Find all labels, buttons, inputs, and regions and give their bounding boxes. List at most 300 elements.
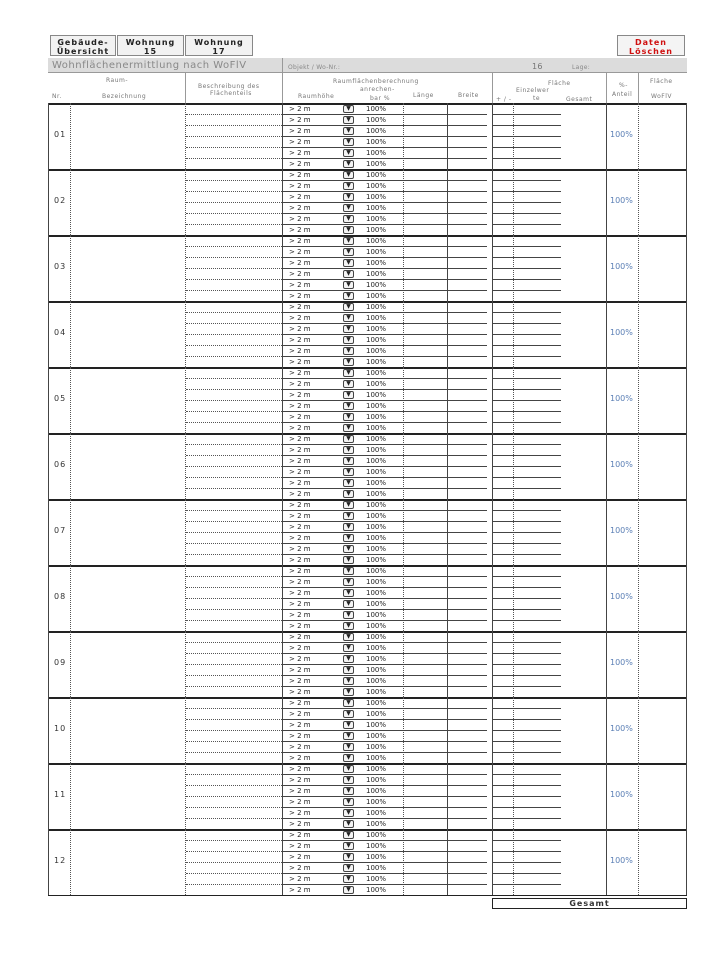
- anrechenbar-value: 100%: [366, 358, 387, 366]
- chevron-down-icon[interactable]: ▼: [343, 567, 354, 575]
- anrechenbar-value: 100%: [366, 413, 387, 421]
- raumhoehe-select[interactable]: > 2 m: [289, 325, 311, 333]
- raumhoehe-select[interactable]: > 2 m: [289, 820, 311, 828]
- chevron-down-icon[interactable]: ▼: [343, 138, 354, 146]
- chevron-down-icon[interactable]: ▼: [343, 809, 354, 817]
- chevron-down-icon[interactable]: ▼: [343, 787, 354, 795]
- anrechenbar-value: 100%: [366, 468, 387, 476]
- col-flaeche: Fläche: [548, 80, 571, 87]
- chevron-down-icon[interactable]: ▼: [343, 424, 354, 432]
- raumhoehe-select[interactable]: > 2 m: [289, 567, 311, 575]
- area-row: [48, 126, 687, 137]
- raumhoehe-select[interactable]: > 2 m: [289, 512, 311, 520]
- anrechenbar-value: 100%: [366, 699, 387, 707]
- chevron-down-icon[interactable]: ▼: [343, 149, 354, 157]
- anrechenbar-value: 100%: [366, 776, 387, 784]
- room-block: [48, 763, 687, 829]
- raumhoehe-select[interactable]: > 2 m: [289, 116, 311, 124]
- raumhoehe-select[interactable]: > 2 m: [289, 281, 311, 289]
- raumhoehe-select[interactable]: > 2 m: [289, 776, 311, 784]
- room-number: 11: [54, 790, 67, 799]
- chevron-down-icon[interactable]: ▼: [343, 347, 354, 355]
- anrechenbar-value: 100%: [366, 512, 387, 520]
- chevron-down-icon[interactable]: ▼: [343, 325, 354, 333]
- raumhoehe-select[interactable]: > 2 m: [289, 369, 311, 377]
- chevron-down-icon[interactable]: ▼: [343, 600, 354, 608]
- chevron-down-icon[interactable]: ▼: [343, 765, 354, 773]
- chevron-down-icon[interactable]: ▼: [343, 105, 354, 113]
- raumhoehe-select[interactable]: > 2 m: [289, 490, 311, 498]
- anrechenbar-value: 100%: [366, 655, 387, 663]
- raumhoehe-select[interactable]: > 2 m: [289, 787, 311, 795]
- area-row: [48, 412, 687, 423]
- wohnung-17-button[interactable]: [185, 35, 253, 56]
- anrechenbar-value: 100%: [366, 149, 387, 157]
- chevron-down-icon[interactable]: ▼: [343, 611, 354, 619]
- chevron-down-icon[interactable]: ▼: [343, 116, 354, 124]
- raumhoehe-select[interactable]: > 2 m: [289, 380, 311, 388]
- anrechenbar-value: 100%: [366, 226, 387, 234]
- raumhoehe-select[interactable]: > 2 m: [289, 204, 311, 212]
- col-woflv-bottom: WoFlV: [651, 93, 672, 100]
- chevron-down-icon[interactable]: ▼: [343, 578, 354, 586]
- raumhoehe-select[interactable]: > 2 m: [289, 622, 311, 630]
- chevron-down-icon[interactable]: ▼: [343, 182, 354, 190]
- anrechenbar-value: 100%: [366, 798, 387, 806]
- anrechenbar-value: 100%: [366, 479, 387, 487]
- raumhoehe-select[interactable]: > 2 m: [289, 413, 311, 421]
- chevron-down-icon[interactable]: ▼: [343, 644, 354, 652]
- chevron-down-icon[interactable]: ▼: [343, 688, 354, 696]
- anteil-value: 100%: [610, 658, 633, 667]
- area-row: [48, 467, 687, 478]
- anrechenbar-value: 100%: [366, 490, 387, 498]
- anrechenbar-value: 100%: [366, 886, 387, 894]
- area-row: [48, 269, 687, 280]
- chevron-down-icon[interactable]: ▼: [343, 457, 354, 465]
- raumhoehe-select[interactable]: > 2 m: [289, 644, 311, 652]
- chevron-down-icon[interactable]: ▼: [343, 721, 354, 729]
- area-row: [48, 511, 687, 522]
- raumhoehe-select[interactable]: > 2 m: [289, 798, 311, 806]
- area-row: [48, 335, 687, 346]
- room-number: 09: [54, 658, 67, 667]
- chevron-down-icon[interactable]: ▼: [343, 842, 354, 850]
- raumhoehe-select[interactable]: > 2 m: [289, 677, 311, 685]
- chevron-down-icon[interactable]: ▼: [343, 732, 354, 740]
- anrechenbar-value: 100%: [366, 138, 387, 146]
- anrechenbar-value: 100%: [366, 633, 387, 641]
- raumhoehe-select[interactable]: > 2 m: [289, 611, 311, 619]
- area-row: [48, 522, 687, 533]
- chevron-down-icon[interactable]: ▼: [343, 633, 354, 641]
- anrechenbar-value: 100%: [366, 171, 387, 179]
- chevron-down-icon[interactable]: ▼: [343, 556, 354, 564]
- room-number: 02: [54, 196, 67, 205]
- chevron-down-icon[interactable]: ▼: [343, 215, 354, 223]
- raumhoehe-select[interactable]: > 2 m: [289, 226, 311, 234]
- area-row: [48, 830, 687, 841]
- room-block: [48, 631, 687, 697]
- anrechenbar-value: 100%: [366, 523, 387, 531]
- anrechenbar-value: 100%: [366, 248, 387, 256]
- raumhoehe-select[interactable]: > 2 m: [289, 303, 311, 311]
- raumhoehe-select[interactable]: > 2 m: [289, 853, 311, 861]
- area-row: [48, 588, 687, 599]
- anrechenbar-value: 100%: [366, 666, 387, 674]
- raumhoehe-select[interactable]: > 2 m: [289, 457, 311, 465]
- anrechenbar-value: 100%: [366, 435, 387, 443]
- anrechenbar-value: 100%: [366, 743, 387, 751]
- col-breite: Breite: [458, 92, 479, 99]
- raumhoehe-select[interactable]: > 2 m: [289, 336, 311, 344]
- col-raumhoehe: Raumhöhe: [298, 93, 335, 100]
- chevron-down-icon[interactable]: ▼: [343, 479, 354, 487]
- col-plusminus: + / -: [496, 96, 512, 103]
- area-row: [48, 863, 687, 874]
- chevron-down-icon[interactable]: ▼: [343, 875, 354, 883]
- area-row: [48, 665, 687, 676]
- chevron-down-icon[interactable]: ▼: [343, 655, 354, 663]
- room-number: 07: [54, 526, 67, 535]
- raumhoehe-select[interactable]: > 2 m: [289, 402, 311, 410]
- anteil-value: 100%: [610, 394, 633, 403]
- raumhoehe-select[interactable]: > 2 m: [289, 600, 311, 608]
- chevron-down-icon[interactable]: ▼: [343, 523, 354, 531]
- chevron-down-icon[interactable]: ▼: [343, 776, 354, 784]
- raumhoehe-select[interactable]: > 2 m: [289, 479, 311, 487]
- anrechenbar-value: 100%: [366, 116, 387, 124]
- raumhoehe-select[interactable]: > 2 m: [289, 633, 311, 641]
- anrechenbar-value: 100%: [366, 853, 387, 861]
- raumhoehe-select[interactable]: > 2 m: [289, 215, 311, 223]
- anrechenbar-value: 100%: [366, 864, 387, 872]
- area-row: [48, 775, 687, 786]
- col-einzelwerte-bottom: te: [533, 95, 541, 102]
- chevron-down-icon[interactable]: ▼: [343, 435, 354, 443]
- chevron-down-icon[interactable]: ▼: [343, 248, 354, 256]
- raumhoehe-select[interactable]: > 2 m: [289, 127, 311, 135]
- anteil-value: 100%: [610, 526, 633, 535]
- wohnung-15-label-2: 15: [143, 47, 158, 56]
- chevron-down-icon[interactable]: ▼: [343, 380, 354, 388]
- raumhoehe-select[interactable]: > 2 m: [289, 292, 311, 300]
- area-row: [48, 456, 687, 467]
- col-einzelwerte-top: Einzelwer: [516, 87, 550, 94]
- area-row: [48, 390, 687, 401]
- chevron-down-icon[interactable]: ▼: [343, 666, 354, 674]
- wohnung-15-label-1: Wohnung: [125, 38, 176, 47]
- chevron-down-icon[interactable]: ▼: [343, 336, 354, 344]
- area-row: [48, 379, 687, 390]
- chevron-down-icon[interactable]: ▼: [343, 127, 354, 135]
- chevron-down-icon[interactable]: ▼: [343, 534, 354, 542]
- col-anrechenbar-bottom: bar %: [370, 95, 391, 102]
- daten-loeschen-label-2: Löschen: [629, 47, 673, 56]
- chevron-down-icon[interactable]: ▼: [343, 259, 354, 267]
- chevron-down-icon[interactable]: ▼: [343, 314, 354, 322]
- anrechenbar-value: 100%: [366, 193, 387, 201]
- chevron-down-icon[interactable]: ▼: [343, 754, 354, 762]
- room-number: 10: [54, 724, 67, 733]
- anrechenbar-value: 100%: [366, 677, 387, 685]
- chevron-down-icon[interactable]: ▼: [343, 512, 354, 520]
- anrechenbar-value: 100%: [366, 336, 387, 344]
- room-number: 05: [54, 394, 67, 403]
- anteil-value: 100%: [610, 328, 633, 337]
- area-row: [48, 104, 687, 115]
- chevron-down-icon[interactable]: ▼: [343, 743, 354, 751]
- anteil-value: 100%: [610, 592, 633, 601]
- anrechenbar-value: 100%: [366, 325, 387, 333]
- raumhoehe-select[interactable]: > 2 m: [289, 424, 311, 432]
- page-title: Wohnflächenermittlung nach WoFlV: [52, 60, 247, 71]
- anrechenbar-value: 100%: [366, 534, 387, 542]
- area-row: [48, 170, 687, 181]
- daten-loeschen-button[interactable]: [617, 35, 685, 56]
- wohnung-17-label-2: 17: [212, 47, 226, 56]
- chevron-down-icon[interactable]: ▼: [343, 677, 354, 685]
- chevron-down-icon[interactable]: ▼: [343, 490, 354, 498]
- chevron-down-icon[interactable]: ▼: [343, 204, 354, 212]
- anrechenbar-value: 100%: [366, 842, 387, 850]
- col-gesamt: Gesamt: [566, 96, 593, 103]
- raumhoehe-select[interactable]: > 2 m: [289, 314, 311, 322]
- room-number: 12: [54, 856, 67, 865]
- area-row: [48, 599, 687, 610]
- anrechenbar-value: 100%: [366, 611, 387, 619]
- col-beschreibung-top: Beschreibung des: [198, 83, 260, 90]
- anrechenbar-value: 100%: [366, 446, 387, 454]
- area-row: [48, 313, 687, 324]
- area-row: [48, 500, 687, 511]
- area-row: [48, 203, 687, 214]
- anteil-value: 100%: [610, 130, 633, 139]
- area-row: [48, 676, 687, 687]
- room-block: [48, 169, 687, 235]
- raumhoehe-select[interactable]: > 2 m: [289, 688, 311, 696]
- anrechenbar-value: 100%: [366, 831, 387, 839]
- room-block: [48, 103, 687, 169]
- col-raumberechnung: Raumflächenberechnung: [333, 78, 419, 85]
- area-row: [48, 401, 687, 412]
- anrechenbar-value: 100%: [366, 292, 387, 300]
- room-number: 04: [54, 328, 67, 337]
- chevron-down-icon[interactable]: ▼: [343, 171, 354, 179]
- anrechenbar-value: 100%: [366, 182, 387, 190]
- raumhoehe-select[interactable]: > 2 m: [289, 391, 311, 399]
- raumhoehe-select[interactable]: > 2 m: [289, 754, 311, 762]
- anrechenbar-value: 100%: [366, 237, 387, 245]
- chevron-down-icon[interactable]: ▼: [343, 369, 354, 377]
- area-row: [48, 368, 687, 379]
- anteil-value: 100%: [610, 262, 633, 271]
- chevron-down-icon[interactable]: ▼: [343, 226, 354, 234]
- anteil-value: 100%: [610, 724, 633, 733]
- area-row: [48, 302, 687, 313]
- anrechenbar-value: 100%: [366, 369, 387, 377]
- chevron-down-icon[interactable]: ▼: [343, 160, 354, 168]
- chevron-down-icon[interactable]: ▼: [343, 501, 354, 509]
- wohnung-nr-value: 16: [532, 62, 543, 71]
- area-row: [48, 247, 687, 258]
- anrechenbar-value: 100%: [366, 127, 387, 135]
- col-anteil-top: %-: [619, 82, 628, 89]
- raumhoehe-select[interactable]: > 2 m: [289, 831, 311, 839]
- anrechenbar-value: 100%: [366, 545, 387, 553]
- col-anteil-bottom: Anteil: [612, 91, 633, 98]
- area-row: [48, 324, 687, 335]
- raumhoehe-select[interactable]: > 2 m: [289, 270, 311, 278]
- anteil-value: 100%: [610, 856, 633, 865]
- area-row: [48, 709, 687, 720]
- room-block: [48, 235, 687, 301]
- chevron-down-icon[interactable]: ▼: [343, 710, 354, 718]
- anteil-value: 100%: [610, 460, 633, 469]
- room-block: [48, 697, 687, 763]
- raumhoehe-select[interactable]: > 2 m: [289, 468, 311, 476]
- area-row: [48, 841, 687, 852]
- room-number: 01: [54, 130, 67, 139]
- area-row: [48, 214, 687, 225]
- anrechenbar-value: 100%: [366, 875, 387, 883]
- raumhoehe-select[interactable]: > 2 m: [289, 864, 311, 872]
- raumhoehe-select[interactable]: > 2 m: [289, 347, 311, 355]
- anrechenbar-value: 100%: [366, 270, 387, 278]
- raumhoehe-select[interactable]: > 2 m: [289, 149, 311, 157]
- chevron-down-icon[interactable]: ▼: [343, 468, 354, 476]
- raumhoehe-select[interactable]: > 2 m: [289, 160, 311, 168]
- anrechenbar-value: 100%: [366, 457, 387, 465]
- anrechenbar-value: 100%: [366, 710, 387, 718]
- chevron-down-icon[interactable]: ▼: [343, 413, 354, 421]
- raumhoehe-select[interactable]: > 2 m: [289, 721, 311, 729]
- chevron-down-icon[interactable]: ▼: [343, 358, 354, 366]
- anrechenbar-value: 100%: [366, 765, 387, 773]
- chevron-down-icon[interactable]: ▼: [343, 270, 354, 278]
- raumhoehe-select[interactable]: > 2 m: [289, 743, 311, 751]
- area-row: [48, 786, 687, 797]
- area-row: [48, 874, 687, 885]
- area-row: [48, 764, 687, 775]
- raumhoehe-select[interactable]: > 2 m: [289, 138, 311, 146]
- raumhoehe-select[interactable]: > 2 m: [289, 435, 311, 443]
- area-row: [48, 544, 687, 555]
- raumhoehe-select[interactable]: > 2 m: [289, 501, 311, 509]
- anrechenbar-value: 100%: [366, 721, 387, 729]
- col-laenge: Länge: [413, 92, 434, 99]
- col-anrechenbar-top: anrechen-: [360, 86, 395, 93]
- anrechenbar-value: 100%: [366, 347, 387, 355]
- chevron-down-icon[interactable]: ▼: [343, 853, 354, 861]
- raumhoehe-select[interactable]: > 2 m: [289, 105, 311, 113]
- table-bottom-border: [48, 895, 687, 896]
- raumhoehe-select[interactable]: > 2 m: [289, 842, 311, 850]
- anrechenbar-value: 100%: [366, 589, 387, 597]
- chevron-down-icon[interactable]: ▼: [343, 699, 354, 707]
- room-block: [48, 499, 687, 565]
- area-row: [48, 137, 687, 148]
- chevron-down-icon[interactable]: ▼: [343, 446, 354, 454]
- chevron-down-icon[interactable]: ▼: [343, 589, 354, 597]
- anteil-value: 100%: [610, 790, 633, 799]
- chevron-down-icon[interactable]: ▼: [343, 281, 354, 289]
- chevron-down-icon[interactable]: ▼: [343, 622, 354, 630]
- area-row: [48, 445, 687, 456]
- chevron-down-icon[interactable]: ▼: [343, 545, 354, 553]
- raumhoehe-select[interactable]: > 2 m: [289, 556, 311, 564]
- raumhoehe-select[interactable]: > 2 m: [289, 732, 311, 740]
- chevron-down-icon[interactable]: ▼: [343, 798, 354, 806]
- room-block: [48, 829, 687, 895]
- raumhoehe-select[interactable]: > 2 m: [289, 193, 311, 201]
- raumhoehe-select[interactable]: > 2 m: [289, 358, 311, 366]
- chevron-down-icon[interactable]: ▼: [343, 820, 354, 828]
- area-row: [48, 192, 687, 203]
- anrechenbar-value: 100%: [366, 732, 387, 740]
- raumhoehe-select[interactable]: > 2 m: [289, 259, 311, 267]
- area-row: [48, 478, 687, 489]
- raumhoehe-select[interactable]: > 2 m: [289, 523, 311, 531]
- raumhoehe-select[interactable]: > 2 m: [289, 589, 311, 597]
- area-row: [48, 577, 687, 588]
- raumhoehe-select[interactable]: > 2 m: [289, 237, 311, 245]
- raumhoehe-select[interactable]: > 2 m: [289, 666, 311, 674]
- raumhoehe-select[interactable]: > 2 m: [289, 699, 311, 707]
- anrechenbar-value: 100%: [366, 501, 387, 509]
- chevron-down-icon[interactable]: ▼: [343, 831, 354, 839]
- raumhoehe-select[interactable]: > 2 m: [289, 171, 311, 179]
- gebaeude-uebersicht-button[interactable]: [50, 35, 116, 56]
- wohnung-15-button[interactable]: [117, 35, 184, 56]
- raumhoehe-select[interactable]: > 2 m: [289, 765, 311, 773]
- raumhoehe-select[interactable]: > 2 m: [289, 534, 311, 542]
- anrechenbar-value: 100%: [366, 754, 387, 762]
- area-row: [48, 852, 687, 863]
- anrechenbar-value: 100%: [366, 204, 387, 212]
- anrechenbar-value: 100%: [366, 105, 387, 113]
- area-row: [48, 654, 687, 665]
- chevron-down-icon[interactable]: ▼: [343, 303, 354, 311]
- raumhoehe-select[interactable]: > 2 m: [289, 710, 311, 718]
- raumhoehe-select[interactable]: > 2 m: [289, 655, 311, 663]
- raumhoehe-select[interactable]: > 2 m: [289, 446, 311, 454]
- raumhoehe-select[interactable]: > 2 m: [289, 182, 311, 190]
- raumhoehe-select[interactable]: > 2 m: [289, 875, 311, 883]
- chevron-down-icon[interactable]: ▼: [343, 864, 354, 872]
- chevron-down-icon[interactable]: ▼: [343, 391, 354, 399]
- gesamt-total: Gesamt: [492, 898, 687, 909]
- area-row: [48, 720, 687, 731]
- anrechenbar-value: 100%: [366, 424, 387, 432]
- raumhoehe-select[interactable]: > 2 m: [289, 886, 311, 894]
- room-block: [48, 433, 687, 499]
- chevron-down-icon[interactable]: ▼: [343, 402, 354, 410]
- raumhoehe-select[interactable]: > 2 m: [289, 578, 311, 586]
- anrechenbar-value: 100%: [366, 160, 387, 168]
- chevron-down-icon[interactable]: ▼: [343, 886, 354, 894]
- chevron-down-icon[interactable]: ▼: [343, 193, 354, 201]
- col-woflv-top: Fläche: [650, 78, 673, 85]
- raumhoehe-select[interactable]: > 2 m: [289, 248, 311, 256]
- anrechenbar-value: 100%: [366, 688, 387, 696]
- area-row: [48, 434, 687, 445]
- raumhoehe-select[interactable]: > 2 m: [289, 809, 311, 817]
- col-nr: Nr.: [52, 93, 62, 100]
- chevron-down-icon[interactable]: ▼: [343, 237, 354, 245]
- raumhoehe-select[interactable]: > 2 m: [289, 545, 311, 553]
- chevron-down-icon[interactable]: ▼: [343, 292, 354, 300]
